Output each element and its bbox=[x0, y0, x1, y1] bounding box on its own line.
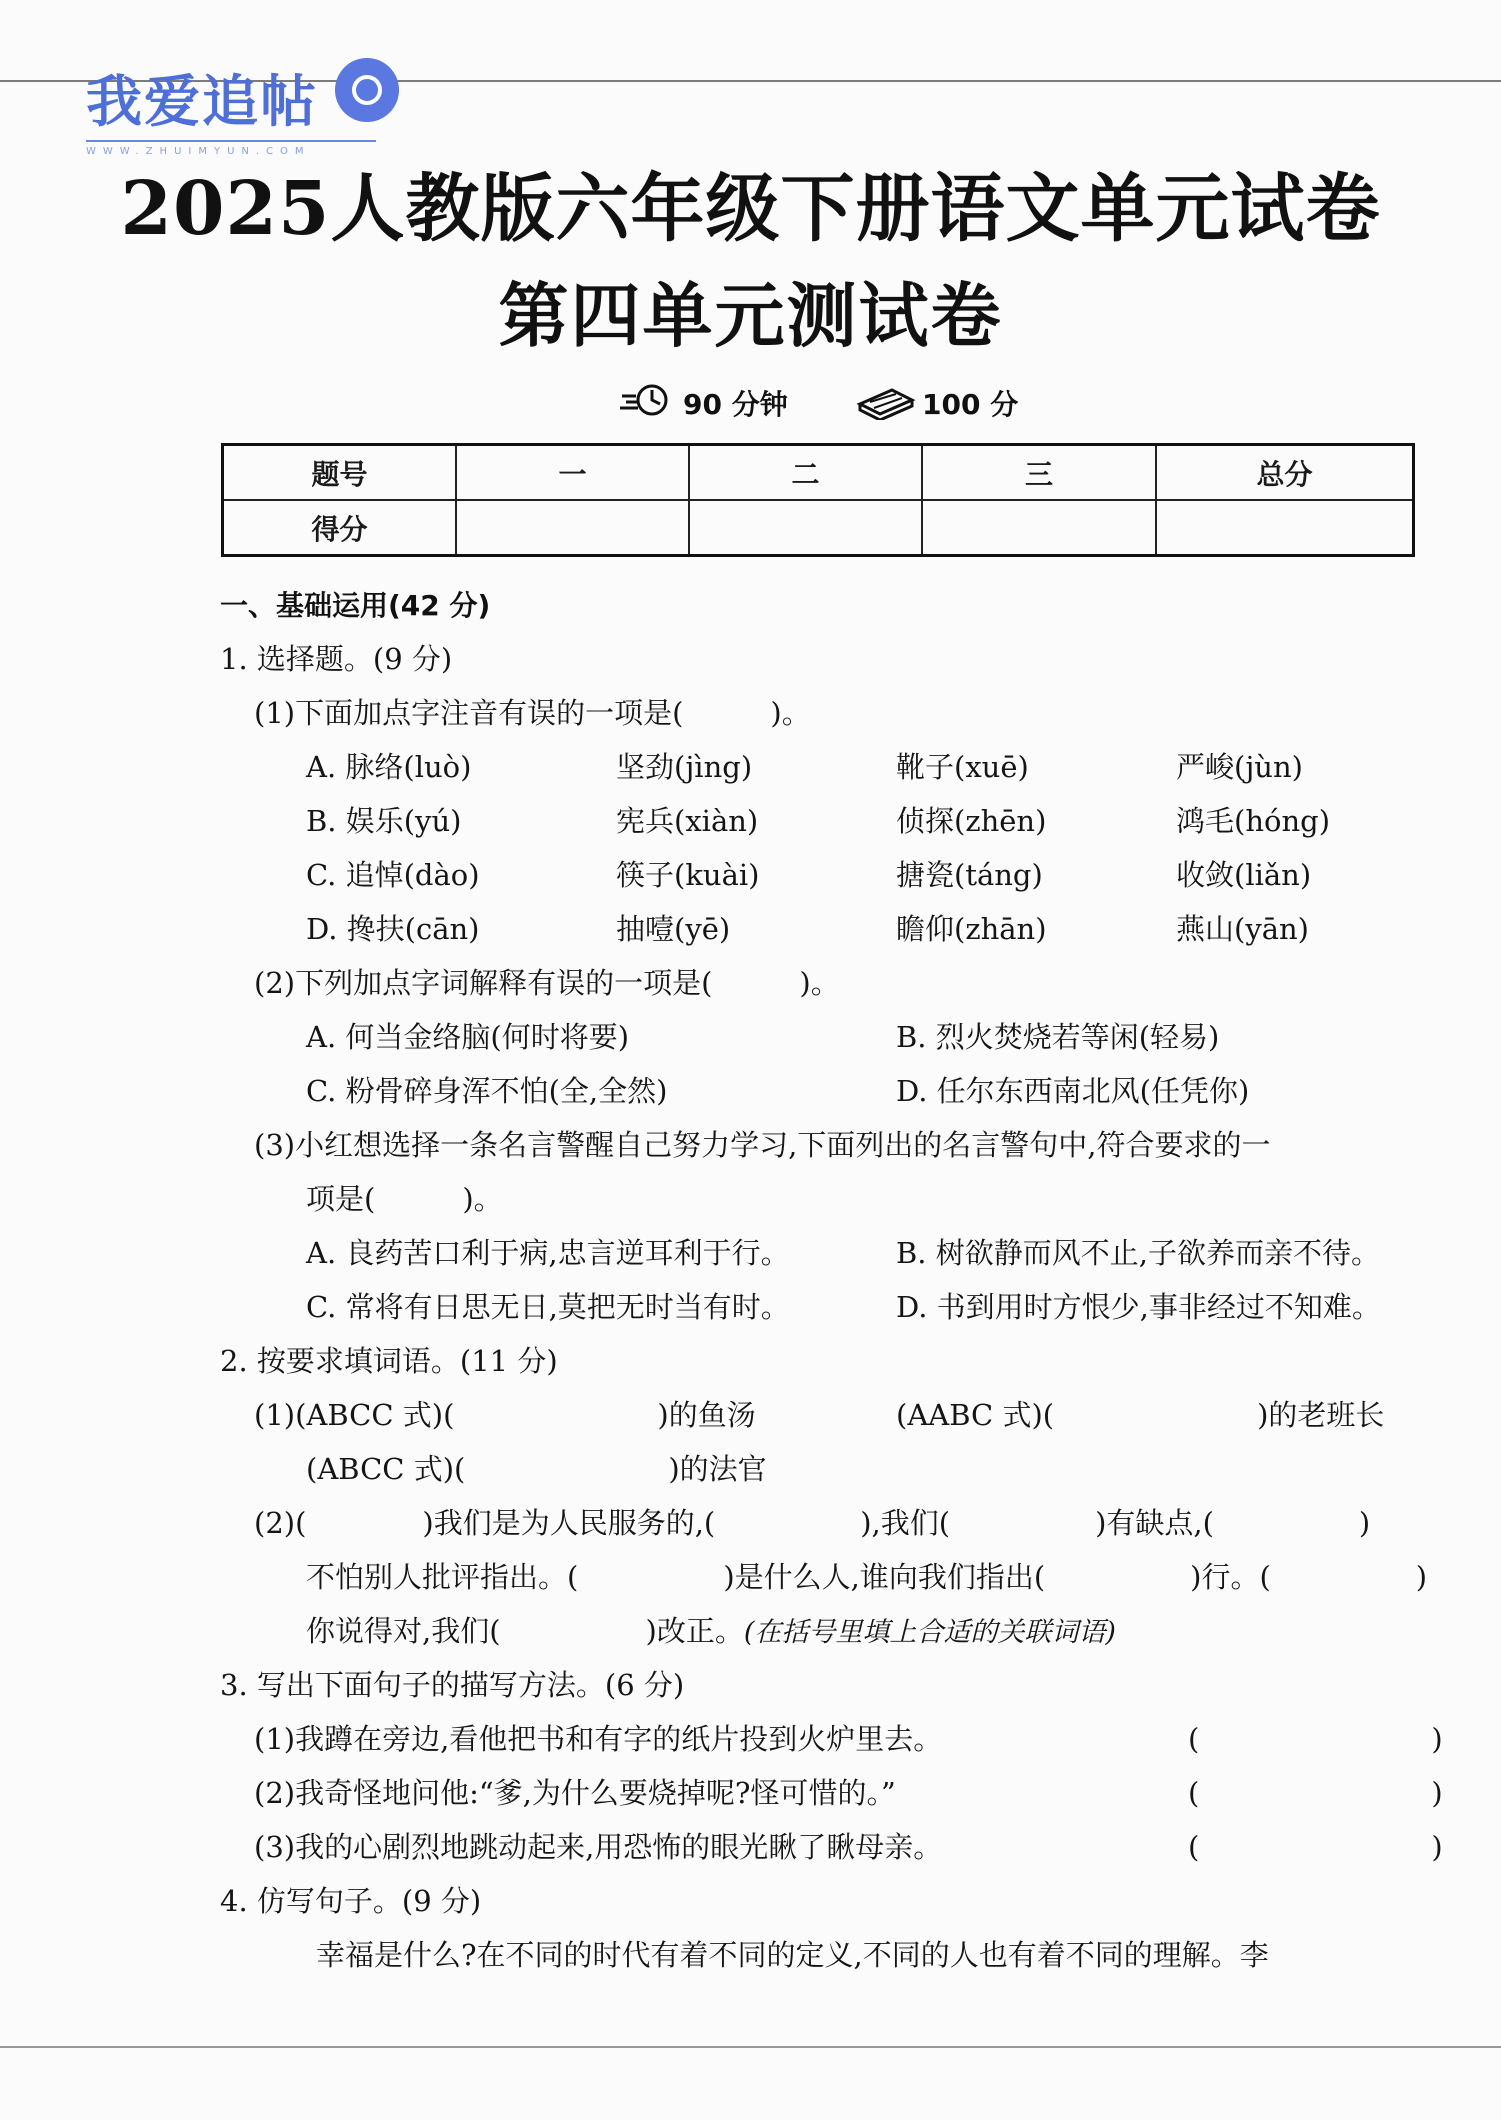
page-title: 2025人教版六年级下册语文单元试卷 bbox=[120, 166, 1381, 252]
option: 燕山(yān) bbox=[1176, 912, 1309, 946]
score-table-score-row bbox=[223, 500, 1414, 556]
option: C. 常将有日思无日,莫把无时当有时。 bbox=[306, 1290, 790, 1324]
score-cell[interactable] bbox=[1156, 500, 1414, 556]
option: C. 粉骨碎身浑不怕(全,全然) bbox=[306, 1074, 668, 1108]
header-cell: 题号 bbox=[223, 445, 457, 501]
option: 侦探(zhēn) bbox=[896, 804, 1047, 838]
fill-line-text: 你说得对,我们( )改正。 bbox=[306, 1614, 744, 1648]
score-table-header-row bbox=[223, 445, 1414, 501]
fill-line: 不怕别人批评指出。( )是什么人,谁向我们指出( )行。( ) bbox=[306, 1560, 1428, 1594]
score-table bbox=[221, 443, 1415, 557]
fill-line: (ABCC 式)( )的法官 bbox=[306, 1452, 767, 1486]
sentence-item: (3)我的心剧烈地跳动起来,用恐怖的眼光瞅了瞅母亲。 bbox=[254, 1830, 943, 1864]
option: 宪兵(xiàn) bbox=[616, 804, 759, 838]
option: B. 树欲静而风不止,子欲养而亲不待。 bbox=[896, 1236, 1380, 1270]
option: A. 何当金络脑(何时将要) bbox=[306, 1020, 630, 1054]
option: 抽噎(yē) bbox=[616, 912, 731, 946]
clock-icon bbox=[618, 380, 676, 424]
site-logo-text: 我爱追帖 bbox=[86, 70, 318, 135]
fill-line: (AABC 式)( )的老班长 bbox=[896, 1398, 1385, 1432]
option: D. 书到用时方恨少,事非经过不知难。 bbox=[896, 1290, 1381, 1324]
row-label: 得分 bbox=[223, 500, 457, 556]
page-subtitle: 第四单元测试卷 bbox=[498, 274, 1003, 357]
bottom-rule bbox=[0, 2046, 1501, 2048]
instruction-note: (在括号里填上合适的关联词语) bbox=[743, 1617, 1116, 1648]
header-cell: 二 bbox=[689, 445, 922, 501]
option: 筷子(kuài) bbox=[616, 858, 760, 892]
fill-line: (2)( )我们是为人民服务的,( ),我们( )有缺点,( ) bbox=[254, 1506, 1371, 1540]
section-heading: 一、基础运用(42 分) bbox=[220, 589, 491, 622]
score-cell[interactable] bbox=[922, 500, 1156, 556]
option: 严峻(jùn) bbox=[1176, 750, 1303, 784]
option: 收敛(liǎn) bbox=[1176, 858, 1312, 892]
header-cell: 一 bbox=[456, 445, 689, 501]
exam-score: 100 分 bbox=[922, 388, 1019, 421]
option: C. 追悼(dào) bbox=[306, 858, 480, 892]
sentence-item: (1)我蹲在旁边,看他把书和有字的纸片投到火炉里去。 bbox=[254, 1722, 943, 1756]
question-stem: (1)下面加点字注音有误的一项是( )。 bbox=[254, 696, 811, 730]
question-stem-cont: 项是( )。 bbox=[306, 1182, 503, 1216]
option: A. 良药苦口利于病,忠言逆耳利于行。 bbox=[306, 1236, 790, 1270]
question-heading: 2. 按要求填词语。(11 分) bbox=[220, 1344, 558, 1378]
question-heading: 4. 仿写句子。(9 分) bbox=[220, 1884, 482, 1918]
answer-blank[interactable]: ( ) bbox=[1188, 1830, 1443, 1864]
option: B. 烈火焚烧若等闲(轻易) bbox=[896, 1020, 1220, 1054]
option: 靴子(xuē) bbox=[896, 750, 1029, 784]
header-cell: 三 bbox=[922, 445, 1156, 501]
option: D. 任尔东西南北风(任凭你) bbox=[896, 1074, 1250, 1108]
question-stem: (2)下列加点字词解释有误的一项是( )。 bbox=[254, 966, 840, 1000]
option: 搪瓷(táng) bbox=[896, 858, 1043, 892]
question-stem: (3)小红想选择一条名言警醒自己努力学习,下面列出的名言警句中,符合要求的一 bbox=[254, 1128, 1271, 1162]
question-heading: 3. 写出下面句子的描写方法。(6 分) bbox=[220, 1668, 685, 1702]
header-cell: 总分 bbox=[1156, 445, 1414, 501]
option: A. 脉络(luò) bbox=[306, 750, 472, 784]
score-cell[interactable] bbox=[689, 500, 922, 556]
prompt-text: 幸福是什么?在不同的时代有着不同的定义,不同的人也有着不同的理解。李 bbox=[316, 1938, 1269, 1972]
exam-time: 90 分钟 bbox=[683, 388, 788, 421]
sentence-item: (2)我奇怪地问他:“爹,为什么要烧掉呢?怪可惜的。” bbox=[254, 1776, 896, 1810]
logo-underline bbox=[86, 140, 376, 142]
fill-line-last bbox=[306, 1609, 1116, 1650]
answer-blank[interactable]: ( ) bbox=[1188, 1722, 1443, 1756]
option: D. 搀扶(cān) bbox=[306, 912, 480, 946]
option: 坚劲(jìng) bbox=[616, 750, 753, 784]
option: 鸿毛(hóng) bbox=[1176, 804, 1331, 838]
fill-line: (1)(ABCC 式)( )的鱼汤 bbox=[254, 1398, 756, 1432]
books-icon bbox=[856, 382, 916, 424]
score-cell[interactable] bbox=[456, 500, 689, 556]
logo-url: WWW.ZHUIMYUN.COM bbox=[86, 146, 311, 157]
answer-blank[interactable]: ( ) bbox=[1188, 1776, 1443, 1810]
option: B. 娱乐(yú) bbox=[306, 804, 462, 838]
question-heading: 1. 选择题。(9 分) bbox=[220, 642, 453, 676]
logo-icon bbox=[335, 58, 399, 122]
option: 瞻仰(zhān) bbox=[896, 912, 1047, 946]
